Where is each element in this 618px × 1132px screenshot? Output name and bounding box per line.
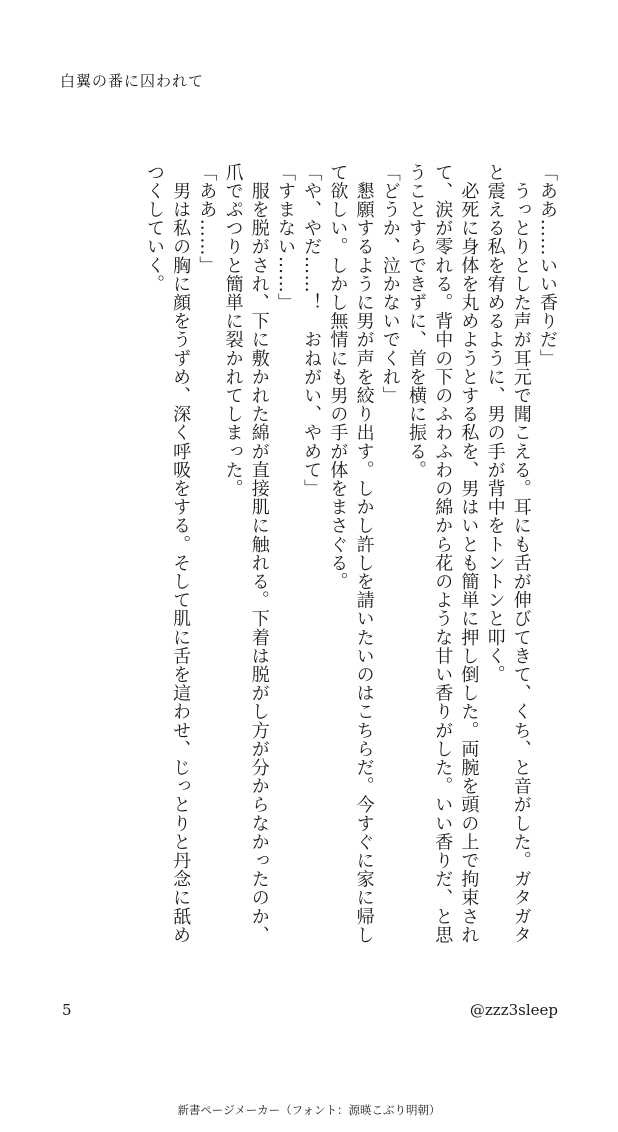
paragraph: 「どうか、泣かないでくれ」 [379, 163, 401, 405]
vertical-body-text [60, 163, 560, 953]
paragraph: 「や、やだ……！ おねがい、やめて」 [301, 163, 323, 498]
author-handle: @zzz3sleep [469, 1001, 558, 1019]
paragraph: 男は私の胸に顔をうずめ、深く呼吸をする。そして肌に舌を這わせ、じっとりと丹念に舐めつくしていく。 [143, 163, 192, 945]
paragraph: 「すまない……」 [274, 163, 296, 312]
paragraph: 服を脱がされ、下に敷かれた綿が直接肌に触れる。下着は脱がし方が分からなかったのか、爪でぷつりと簡単に裂かれてしまった。 [222, 163, 270, 945]
document-title: 白翼の番に囚われて [60, 72, 205, 90]
paragraph: 「ああ……いい香りだ」 [537, 163, 558, 368]
paragraph: うっとりとした声が耳元で聞こえる。耳にも舌が伸びてきて、くち、と音がした。ガタガタと震える私を宥めるように、男の手が背中をトントンと叩く。 [484, 163, 532, 945]
page-number: 5 [62, 1001, 72, 1019]
generator-credit: 新書ページメーカー（フォント：源暎こぶり明朝） [177, 1103, 441, 1117]
paragraph: 「ああ……」 [196, 163, 218, 275]
paragraph: 懇願するように男が声を絞り出す。しかし許しを請いたいのはこちらだ。今すぐに家に帰して欲しい。しかし無情にも男の手が体をまさぐる。 [327, 163, 375, 945]
paragraph: 必死に身体を丸めようとする私を、男はいとも簡単に押し倒した。両腕を頭の上で拘束されて、涙が零れる。背中の下のふわふわの綿から花のような甘い香りがした。いい香りだ、と思うことすらできずに、首を横に振る。 [405, 163, 480, 945]
